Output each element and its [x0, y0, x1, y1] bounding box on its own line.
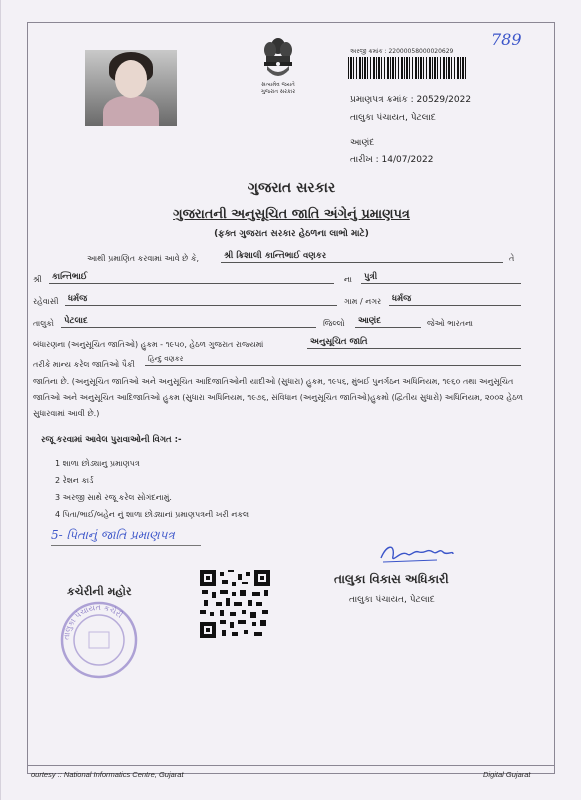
resident-label: રહેવાસી [33, 297, 59, 306]
government-title: ગુજરાત સરકાર [247, 180, 336, 196]
handwritten-underline [51, 545, 201, 546]
signatory-title: તાલુકા વિકાસ અધિકારી [334, 572, 449, 586]
certificate-title: ગુજરાતની અનુસૂચિત જાતિ અંગેનું પ્રમાણપત્ર [173, 207, 410, 222]
issuing-office: તાલુકા પંચાયત, પેટલાદ [350, 113, 436, 123]
emblem-motto: સત્યમેવ જયતે [261, 82, 295, 88]
office-seal-title: કચેરીની મહોર [67, 585, 132, 598]
applicant-name: શ્રી ક્રિશાલી કાન્તિભાઈ વણકર [221, 251, 503, 263]
village-value: ધર્મજ [389, 294, 521, 306]
qr-code [200, 570, 270, 638]
handwritten-document-item: 5- પિતાનું જાતિ પ્રમાણપત્ર [51, 528, 175, 542]
document-item: 2 રેશન કાર્ડ [55, 476, 94, 485]
emblem-government: ગુજરાત સરકાર [260, 89, 296, 95]
handwritten-number: 789 [491, 30, 522, 49]
seal-text: તાલુકા પંચાયત કચેરી [61, 602, 125, 641]
state-emblem [247, 36, 309, 106]
officer-signature [377, 540, 457, 568]
application-number: અરજી ક્રમાંક : 22000058000020629 [350, 48, 454, 55]
footer-divider [27, 765, 555, 766]
taluka-label: તાલુકો [33, 319, 54, 328]
barcode [348, 57, 466, 79]
footer-brand: Digital Gujarat [483, 770, 531, 779]
certificate-note: (ફક્ત ગુજરાત સરકાર હેઠળના લાભો માટે) [214, 229, 369, 239]
district-value: આણંદ [355, 316, 421, 328]
applicant-photo [85, 50, 177, 126]
document-item: 4 પિતા/ભાઈ/બહેન નું શાળા છોડ્યાનાં પ્રમાણપત્રની ખરી નકલ [55, 510, 250, 519]
te-text: તે [509, 254, 515, 263]
caste-label: તરીકે માન્ય કરેલ જાતિઓ પૈકી [33, 360, 135, 369]
legal-paragraph: જાતિના છે. (અનુસૂચિત જાતિઓ અને અનુસૂચિત આદિજાતિઓની યાદીઓ (સુધારા) હુકમ, ૧૯૫૬, મુંબઈ પુનર્ગઠન અધિનિયમ, ૧૯૬૦ તથા અનુસૂચિત જાતિઓ અને અનુસૂચિત આદિજાતિઓ હુકમ (સુધારા અધિનિયમ, ૧૯૭૬, સંવિધાન (અનુસૂચિત જાતિઓ)હુકમો (દ્વિતીય સુધારો) અધિનિયમ, ૨૦૦૨ હેઠળ સુધારવામાં આવી છે.) [33, 377, 524, 418]
footer-courtesy: ourtesy :: National Informatics Centre, Gujarat [31, 770, 184, 779]
village-label: ગામ / નગર [344, 297, 382, 306]
place: આણંદ [350, 138, 375, 148]
document-item: 1 શાળા છોડ્યાનુ પ્રમાણપત્ર [55, 459, 140, 468]
certificate-number: પ્રમાણપત્ર ક્રમાંક : 20529/2022 [350, 95, 472, 105]
intro-text: આથી પ્રમાણિત કરવામાં આવે છે કે, [87, 254, 200, 263]
office-seal-stamp [59, 600, 139, 680]
category-value: અનુસૂચિત જાતિ [307, 337, 521, 349]
signatory-office: તાલુકા પંચાયત, પેટલાદ [349, 595, 435, 605]
constitution-text: બંધારણના (અનુસૂચિત જાતિઓ) હુકમ - ૧૯૫૦, હેઠળ ગુજરાત રાજ્યમાં [33, 340, 264, 349]
document-item: 3 અરજી સાથે રજૂ કરેલ સોગંદનામું. [55, 493, 172, 502]
documents-title: રજૂ કરવામાં આવેલ પુરાવાઓની વિગત :- [41, 435, 182, 445]
caste-value: હિન્દુ વણકર [145, 354, 521, 366]
india-text: જેઓ ભારતના [427, 319, 474, 328]
na-label: ના [344, 275, 352, 284]
relation: પુત્રી [361, 272, 521, 284]
issue-date: તારીખ : 14/07/2022 [350, 155, 434, 165]
shri-label: શ્રી [33, 275, 42, 284]
lion-capital-icon [261, 36, 295, 82]
taluka-value: પેટલાદ [61, 316, 316, 328]
father-name: કાન્તિભાઈ [49, 272, 334, 284]
resident-value: ધર્મજ [65, 294, 337, 306]
district-label: જિલ્લો [323, 319, 345, 328]
